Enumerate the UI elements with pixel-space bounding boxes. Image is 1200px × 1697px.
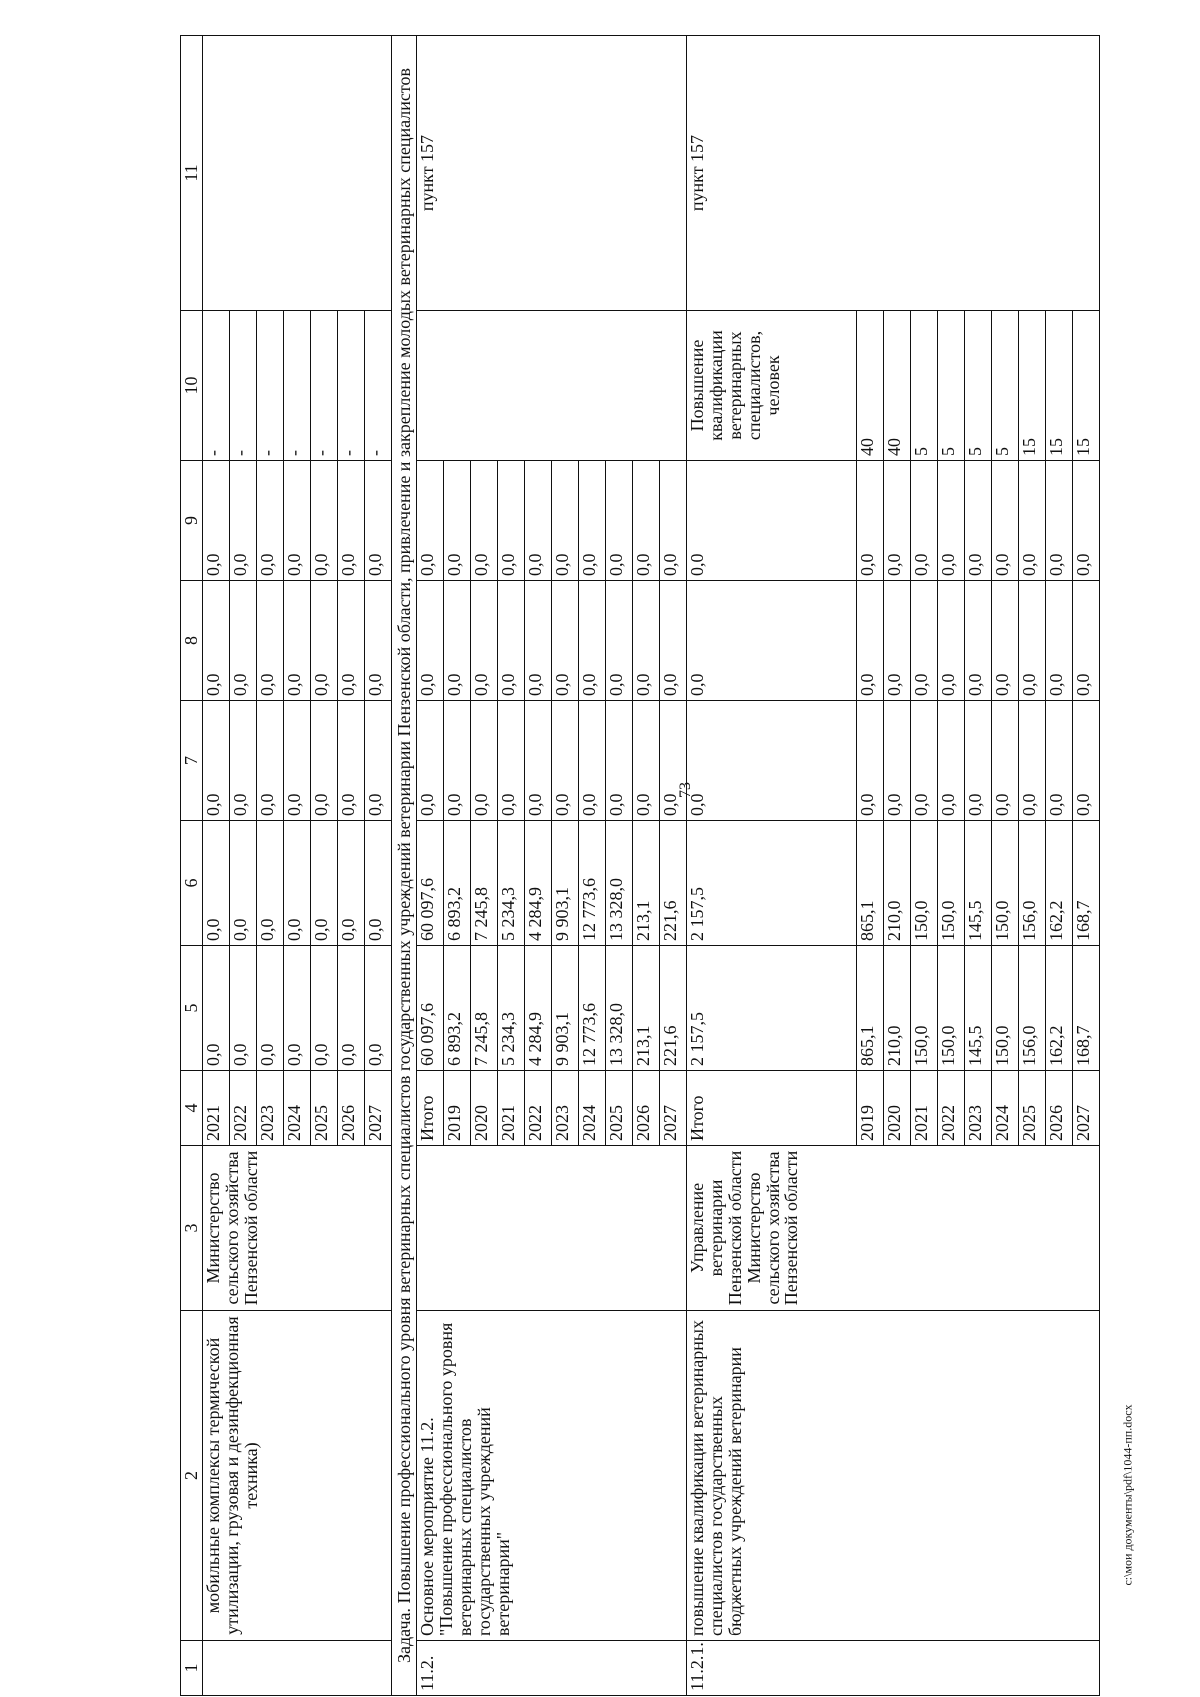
value-cell: 0,0 [283,461,310,581]
value-cell: 0,0 [310,701,337,821]
year-cell: 2023 [965,1071,992,1146]
value-cell: 0,0 [965,461,992,581]
executor-cell [417,1146,687,1311]
year-cell: 2021 [202,1071,229,1146]
value-cell: 0,0 [202,581,229,701]
value-cell: 0,0 [498,581,525,701]
value-cell: 168,7 [1073,821,1100,946]
year-cell: 2025 [1019,1071,1046,1146]
value-cell: 865,1 [857,946,884,1071]
value-cell: 0,0 [417,581,444,701]
value-cell: 0,0 [525,701,552,821]
value-cell: 0,0 [471,581,498,701]
activity-name-cell: мобильные комплексы термической утилизации, грузовая и дезинфекционная техника) [202,1311,391,1641]
value-cell: 13 328,0 [606,946,633,1071]
value-cell: 0,0 [606,461,633,581]
value-cell: 0,0 [417,461,444,581]
value-cell: 210,0 [884,946,911,1071]
year-cell: 2025 [310,1071,337,1146]
value-cell: 0,0 [256,946,283,1071]
year-cell: 2021 [498,1071,525,1146]
column-header: 4 [181,1071,203,1146]
column-header: 3 [181,1146,203,1311]
year-cell: 2022 [938,1071,965,1146]
value-cell: 150,0 [938,821,965,946]
value-cell: 0,0 [525,581,552,701]
year-cell: 2026 [1046,1071,1073,1146]
value-cell: 156,0 [1019,821,1046,946]
value-cell: - [283,311,310,461]
value-cell: 0,0 [444,461,471,581]
value-cell: 0,0 [660,701,687,821]
value-cell: 0,0 [471,701,498,821]
value-cell: 221,6 [660,821,687,946]
column-header: 11 [181,36,203,311]
column-header: 8 [181,581,203,701]
year-cell: 2026 [337,1071,364,1146]
value-cell: 0,0 [444,701,471,821]
value-cell: 210,0 [884,821,911,946]
value-cell: 0,0 [687,461,857,581]
value-cell: 0,0 [884,461,911,581]
value-cell: 0,0 [992,701,1019,821]
value-cell: 0,0 [884,581,911,701]
value-cell: 0,0 [552,461,579,581]
value-cell: 5 [911,311,938,461]
page-number: 73 [677,782,694,798]
indicator-cell [417,311,687,461]
value-cell: 0,0 [471,461,498,581]
value-cell: 0,0 [938,461,965,581]
value-cell: 0,0 [364,461,391,581]
program-table [180,35,1100,1696]
value-cell: 0,0 [1019,701,1046,821]
reference-cell [202,36,391,311]
value-cell: 0,0 [633,701,660,821]
value-cell: 0,0 [660,461,687,581]
value-cell: 145,5 [965,946,992,1071]
value-cell: 145,5 [965,821,992,946]
value-cell: 0,0 [256,461,283,581]
value-cell: 0,0 [498,461,525,581]
value-cell: 150,0 [938,946,965,1071]
value-cell: 0,0 [911,581,938,701]
value-cell: 0,0 [310,821,337,946]
task-heading: Задача. Повышение профессионального уровня ветеринарных специалистов государственных учреждений ветеринарии Пензенской области, привлечение и закрепление молодых ветеринарных специалистов [391,36,416,1696]
footer-file-path: c:\мои документы\pdf\1044-пп.docx [1120,1404,1135,1586]
year-cell: 2027 [660,1071,687,1146]
value-cell: 13 328,0 [606,821,633,946]
year-cell: 2024 [579,1071,606,1146]
value-cell: 5 [992,311,1019,461]
value-cell: 0,0 [857,701,884,821]
year-cell: Итого [687,1071,857,1146]
value-cell: 0,0 [633,581,660,701]
value-cell: 150,0 [992,946,1019,1071]
year-cell: 2024 [992,1071,1019,1146]
value-cell: 5 [938,311,965,461]
value-cell: 0,0 [498,701,525,821]
value-cell: - [229,311,256,461]
value-cell: 0,0 [579,581,606,701]
value-cell: 0,0 [337,946,364,1071]
value-cell: - [364,311,391,461]
year-cell: 2022 [525,1071,552,1146]
task-row [391,36,416,1696]
value-cell: 0,0 [857,581,884,701]
value-cell: 0,0 [606,701,633,821]
value-cell: 0,0 [911,461,938,581]
value-cell: 0,0 [992,461,1019,581]
value-cell: 15 [1019,311,1046,461]
value-cell: 0,0 [1073,581,1100,701]
table-row [417,36,444,1696]
value-cell: 0,0 [337,821,364,946]
executor-cell: Управление ветеринарии Пензенской области Министерство сельского хозяйства Пензенской области [687,1146,1100,1311]
value-cell: 6 893,2 [444,821,471,946]
value-cell: 221,6 [660,946,687,1071]
value-cell: 0,0 [310,581,337,701]
value-cell: 0,0 [229,701,256,821]
row-number-cell: 11.2. [417,1641,687,1696]
value-cell: 0,0 [938,701,965,821]
value-cell: 0,0 [229,581,256,701]
value-cell: 156,0 [1019,946,1046,1071]
value-cell: 60 097,6 [417,946,444,1071]
value-cell: 0,0 [229,461,256,581]
value-cell: 0,0 [202,461,229,581]
value-cell: 12 773,6 [579,821,606,946]
value-cell: 150,0 [911,821,938,946]
value-cell: 0,0 [283,581,310,701]
value-cell: 5 234,3 [498,821,525,946]
year-cell: 2019 [444,1071,471,1146]
value-cell: 40 [857,311,884,461]
year-cell: 2025 [606,1071,633,1146]
value-cell: - [337,311,364,461]
value-cell: 12 773,6 [579,946,606,1071]
value-cell: 0,0 [310,946,337,1071]
value-cell: 0,0 [606,581,633,701]
value-cell: 4 284,9 [525,946,552,1071]
rotated-table-container [180,36,1100,1696]
value-cell: 15 [1073,311,1100,461]
value-cell: 7 245,8 [471,946,498,1071]
value-cell: 162,2 [1046,821,1073,946]
column-header: 5 [181,946,203,1071]
value-cell: 0,0 [229,821,256,946]
value-cell: 5 [965,311,992,461]
reference-cell: пункт 157 [687,36,1100,311]
value-cell: 0,0 [965,581,992,701]
year-cell: 2026 [633,1071,660,1146]
value-cell: 0,0 [444,581,471,701]
value-cell: 0,0 [202,821,229,946]
value-cell: 0,0 [310,461,337,581]
reference-cell: пункт 157 [417,36,687,311]
value-cell: 0,0 [283,946,310,1071]
value-cell: 0,0 [256,821,283,946]
value-cell: - [256,311,283,461]
column-header: 7 [181,701,203,821]
value-cell: 865,1 [857,821,884,946]
activity-name-cell: повышение квалификации ветеринарных специалистов государственных бюджетных учреждений ветеринарии [687,1311,1100,1641]
value-cell: 0,0 [202,946,229,1071]
value-cell: 0,0 [417,701,444,821]
year-cell: 2023 [256,1071,283,1146]
column-header: 1 [181,1641,203,1696]
value-cell: 0,0 [256,701,283,821]
value-cell: 2 157,5 [687,946,857,1071]
year-cell: 2021 [911,1071,938,1146]
value-cell: 0,0 [884,701,911,821]
value-cell: 6 893,2 [444,946,471,1071]
value-cell: 0,0 [337,581,364,701]
executor-cell: Министерство сельского хозяйства Пензенской области [202,1146,391,1311]
year-cell: 2020 [471,1071,498,1146]
year-cell: Итого [417,1071,444,1146]
year-cell: 2027 [364,1071,391,1146]
value-cell: - [310,311,337,461]
value-cell: 0,0 [965,701,992,821]
value-cell: 0,0 [857,461,884,581]
value-cell: 4 284,9 [525,821,552,946]
value-cell: 0,0 [1046,701,1073,821]
value-cell: 0,0 [1046,581,1073,701]
value-cell: 0,0 [552,581,579,701]
value-cell: 0,0 [579,461,606,581]
year-cell: 2024 [283,1071,310,1146]
column-header: 6 [181,821,203,946]
value-cell: 0,0 [579,701,606,821]
value-cell: 7 245,8 [471,821,498,946]
value-cell: 150,0 [992,821,1019,946]
value-cell: 0,0 [992,581,1019,701]
value-cell: 0,0 [229,946,256,1071]
value-cell: 0,0 [687,701,857,821]
column-header: 2 [181,1311,203,1641]
table-row [687,36,857,1696]
value-cell: 9 903,1 [552,946,579,1071]
table-row [202,36,229,1696]
value-cell: 2 157,5 [687,821,857,946]
value-cell: 0,0 [938,581,965,701]
value-cell: 15 [1046,311,1073,461]
value-cell: 9 903,1 [552,821,579,946]
value-cell: 0,0 [660,581,687,701]
value-cell: 5 234,3 [498,946,525,1071]
value-cell: - [202,311,229,461]
value-cell: 0,0 [337,701,364,821]
value-cell: 150,0 [911,946,938,1071]
year-cell: 2019 [857,1071,884,1146]
value-cell: 0,0 [633,461,660,581]
value-cell: 0,0 [364,581,391,701]
value-cell: 0,0 [1073,701,1100,821]
activity-name-cell: Основное мероприятие 11.2. "Повышение профессионального уровня ветеринарных специалистов государственных учреждений ветеринарии" [417,1311,687,1641]
value-cell: 0,0 [283,701,310,821]
value-cell: 0,0 [525,461,552,581]
year-cell: 2020 [884,1071,911,1146]
value-cell: 0,0 [202,701,229,821]
value-cell: 0,0 [911,701,938,821]
indicator-cell: Повышение квалификации ветеринарных специалистов, человек [687,311,857,461]
value-cell: 0,0 [364,946,391,1071]
row-number-cell [202,1641,391,1696]
value-cell: 0,0 [1019,581,1046,701]
value-cell: 0,0 [1019,461,1046,581]
value-cell: 0,0 [337,461,364,581]
value-cell: 60 097,6 [417,821,444,946]
column-header: 10 [181,311,203,461]
value-cell: 168,7 [1073,946,1100,1071]
year-cell: 2027 [1073,1071,1100,1146]
value-cell: 0,0 [256,581,283,701]
value-cell: 0,0 [552,701,579,821]
value-cell: 0,0 [687,581,857,701]
row-number-cell: 11.2.1. [687,1641,1100,1696]
column-header: 9 [181,461,203,581]
value-cell: 0,0 [1046,461,1073,581]
value-cell: 0,0 [283,821,310,946]
value-cell: 213,1 [633,946,660,1071]
value-cell: 0,0 [1073,461,1100,581]
value-cell: 40 [884,311,911,461]
year-cell: 2023 [552,1071,579,1146]
value-cell: 0,0 [364,821,391,946]
value-cell: 162,2 [1046,946,1073,1071]
year-cell: 2022 [229,1071,256,1146]
value-cell: 0,0 [364,701,391,821]
table-header-row [181,36,203,1696]
value-cell: 213,1 [633,821,660,946]
